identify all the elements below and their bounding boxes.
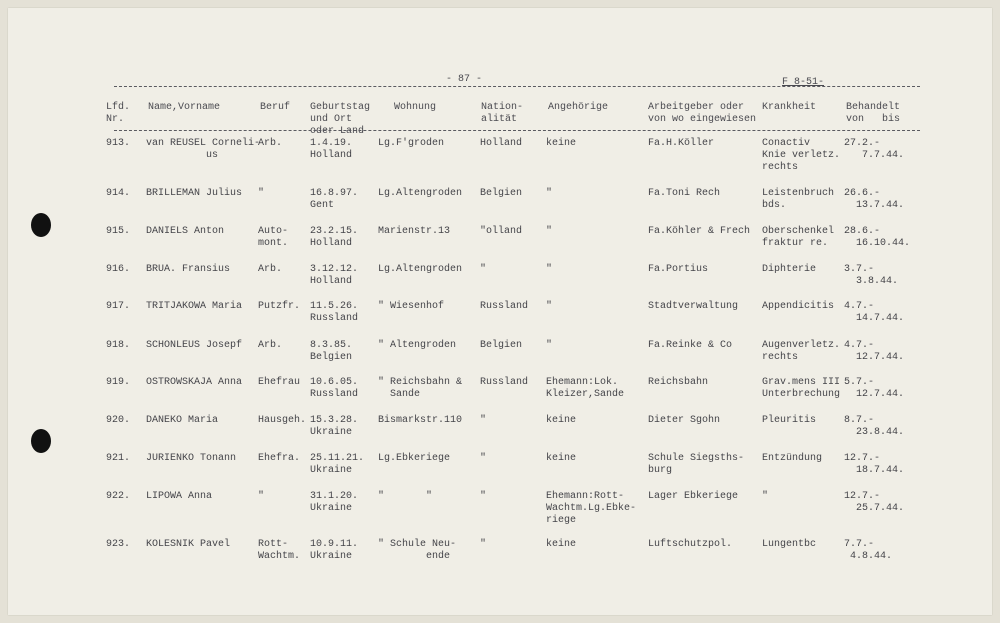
cell-nr: 913.: [106, 138, 131, 149]
cell-beruf: Hausgeh.: [258, 415, 307, 426]
cell-name: LIPOWA Anna: [146, 491, 213, 502]
page-number: - 87 -: [446, 74, 483, 85]
cell-nr: 914.: [106, 188, 131, 199]
header-top-rule: [114, 86, 920, 87]
cell-name: BRILLEMAN Julius: [146, 188, 243, 199]
cell-beruf: Arb.: [258, 264, 283, 275]
header-geburt: Geburtstag und Ort oder Land: [310, 102, 371, 137]
cell-geburt: 25.11.21. Ukraine: [310, 453, 365, 476]
cell-dates: 28.6.- 16.10.44.: [844, 226, 911, 249]
cell-arbeit: Reichsbahn: [648, 377, 709, 388]
cell-beruf: ": [258, 491, 265, 502]
cell-arbeit: Lager Ebkeriege: [648, 491, 739, 502]
cell-nr: 922.: [106, 491, 131, 502]
cell-arbeit: Fa.Köhler & Frech: [648, 226, 751, 237]
cell-krank: Conactiv Knie verletz. rechts: [762, 138, 841, 173]
cell-nation: Russland: [480, 377, 529, 388]
cell-angeh: ": [546, 301, 553, 312]
file-reference: F 8-51-: [782, 77, 825, 88]
cell-nr: 923.: [106, 539, 131, 550]
cell-wohnung: " Wiesenhof: [378, 301, 445, 312]
cell-name: JURIENKO Tonann: [146, 453, 237, 464]
cell-name: OSTROWSKAJA Anna: [146, 377, 243, 388]
cell-krank: Diphterie: [762, 264, 817, 275]
cell-wohnung: " Reichsbahn & Sande: [378, 377, 463, 400]
cell-beruf: Ehefrau: [258, 377, 301, 388]
cell-krank: Augenverletz. rechts: [762, 340, 841, 363]
cell-wohnung: " ": [378, 491, 433, 502]
cell-name: DANEKO Maria: [146, 415, 219, 426]
header-name: Name,Vorname: [148, 102, 221, 113]
cell-nation: ": [480, 264, 487, 275]
cell-wohnung: Lg.F'groden: [378, 138, 445, 149]
cell-angeh: keine: [546, 453, 577, 464]
cell-arbeit: Luftschutzpol.: [648, 539, 733, 550]
cell-krank: Grav.mens III Unterbrechung: [762, 377, 841, 400]
cell-geburt: 15.3.28. Ukraine: [310, 415, 359, 438]
cell-krank: Appendicitis: [762, 301, 835, 312]
header-nr: Lfd. Nr.: [106, 102, 131, 125]
cell-nation: ": [480, 539, 487, 550]
cell-beruf: Arb.: [258, 340, 283, 351]
cell-nr: 921.: [106, 453, 131, 464]
cell-beruf: Arb.: [258, 138, 283, 149]
cell-wohnung: Lg.Ebkeriege: [378, 453, 451, 464]
cell-dates: 27.2.- 7.7.44.: [844, 138, 905, 161]
cell-beruf: Auto- mont.: [258, 226, 289, 249]
cell-angeh: keine: [546, 539, 577, 550]
cell-geburt: 8.3.85. Belgien: [310, 340, 353, 363]
cell-angeh: keine: [546, 415, 577, 426]
cell-beruf: Ehefra.: [258, 453, 301, 464]
cell-geburt: 3.12.12. Holland: [310, 264, 359, 287]
cell-name: KOLESNIK Pavel: [146, 539, 231, 550]
cell-arbeit: Fa.Toni Rech: [648, 188, 721, 199]
cell-nr: 919.: [106, 377, 131, 388]
cell-angeh: Ehemann:Rott- Wachtm.Lg.Ebke- riege: [546, 491, 637, 526]
cell-name: DANIELS Anton: [146, 226, 225, 237]
cell-geburt: 10.6.05. Russland: [310, 377, 359, 400]
cell-dates: 7.7.- 4.8.44.: [844, 539, 893, 562]
document-page: [8, 8, 992, 615]
cell-dates: 4.7.- 14.7.44.: [844, 301, 905, 324]
cell-krank: Leistenbruch bds.: [762, 188, 835, 211]
cell-arbeit: Fa.Reinke & Co: [648, 340, 733, 351]
cell-angeh: Ehemann:Lok. Kleizer,Sande: [546, 377, 625, 400]
header-wohnung: Wohnung: [394, 102, 437, 113]
cell-arbeit: Stadtverwaltung: [648, 301, 739, 312]
cell-angeh: ": [546, 188, 553, 199]
cell-dates: 12.7.- 25.7.44.: [844, 491, 905, 514]
cell-nr: 917.: [106, 301, 131, 312]
cell-dates: 26.6.- 13.7.44.: [844, 188, 905, 211]
cell-krank: ": [762, 491, 769, 502]
table-row: [8, 491, 992, 541]
cell-nation: Belgien: [480, 340, 523, 351]
cell-beruf: Rott- Wachtm.: [258, 539, 301, 562]
header-bottom-rule: [114, 130, 920, 131]
cell-geburt: 23.2.15. Holland: [310, 226, 359, 249]
table-row: [8, 138, 992, 188]
table-row: [8, 539, 992, 589]
cell-dates: 8.7.- 23.8.44.: [844, 415, 905, 438]
cell-geburt: 16.8.97. Gent: [310, 188, 359, 211]
cell-arbeit: Fa.Portius: [648, 264, 709, 275]
cell-arbeit: Fa.H.Köller: [648, 138, 715, 149]
cell-nr: 915.: [106, 226, 131, 237]
cell-dates: 12.7.- 18.7.44.: [844, 453, 905, 476]
cell-angeh: ": [546, 340, 553, 351]
cell-dates: 4.7.- 12.7.44.: [844, 340, 905, 363]
cell-krank: Pleuritis: [762, 415, 817, 426]
cell-geburt: 11.5.26. Russland: [310, 301, 359, 324]
cell-beruf: Putzfr.: [258, 301, 301, 312]
cell-krank: Entzündung: [762, 453, 823, 464]
cell-arbeit: Dieter Sgohn: [648, 415, 721, 426]
cell-wohnung: Lg.Altengroden: [378, 264, 463, 275]
cell-nr: 920.: [106, 415, 131, 426]
cell-wohnung: Lg.Altengroden: [378, 188, 463, 199]
cell-nr: 918.: [106, 340, 131, 351]
cell-angeh: ": [546, 264, 553, 275]
cell-nr: 916.: [106, 264, 131, 275]
cell-nation: Belgien: [480, 188, 523, 199]
cell-nation: ": [480, 453, 487, 464]
cell-nation: ": [480, 415, 487, 426]
cell-nation: Russland: [480, 301, 529, 312]
cell-name: SCHONLEUS Josepf: [146, 340, 243, 351]
cell-beruf: ": [258, 188, 265, 199]
cell-nation: Holland: [480, 138, 523, 149]
header-nation: Nation- alität: [481, 102, 524, 125]
cell-name: TRITJAKOWA Maria: [146, 301, 243, 312]
cell-geburt: 31.1.20. Ukraine: [310, 491, 359, 514]
header-beruf: Beruf: [260, 102, 291, 113]
cell-dates: 3.7.- 3.8.44.: [844, 264, 899, 287]
cell-nation: "olland: [480, 226, 523, 237]
cell-angeh: ": [546, 226, 553, 237]
header-krankheit: Krankheit: [762, 102, 817, 113]
header-behandelt: Behandelt von bis: [846, 102, 901, 125]
cell-wohnung: Marienstr.13: [378, 226, 451, 237]
header-arbeitgeber: Arbeitgeber oder von wo eingewiesen: [648, 102, 757, 125]
cell-name: van REUSEL Corneli- us: [146, 138, 261, 161]
header-angehoerige: Angehörige: [548, 102, 609, 113]
cell-krank: Lungentbc: [762, 539, 817, 550]
cell-arbeit: Schule Siegsths- burg: [648, 453, 745, 476]
cell-wohnung: " Altengroden: [378, 340, 457, 351]
cell-nation: ": [480, 491, 487, 502]
cell-geburt: 10.9.11. Ukraine: [310, 539, 359, 562]
cell-wohnung: Bismarkstr.110: [378, 415, 463, 426]
cell-dates: 5.7.- 12.7.44.: [844, 377, 905, 400]
cell-name: BRUA. Fransius: [146, 264, 231, 275]
cell-angeh: keine: [546, 138, 577, 149]
cell-wohnung: " Schule Neu- ende: [378, 539, 457, 562]
cell-geburt: 1.4.19. Holland: [310, 138, 353, 161]
cell-krank: Oberschenkel fraktur re.: [762, 226, 835, 249]
